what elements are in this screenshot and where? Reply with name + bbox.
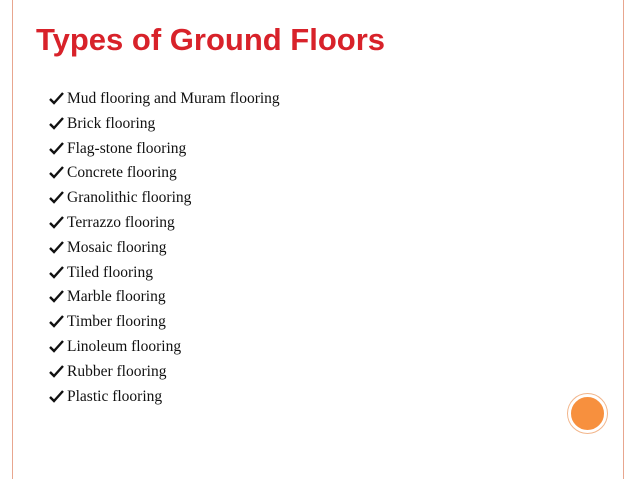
checkmark-arrow-icon [49,237,65,258]
list-item-text: Tiled flooring [67,263,153,281]
list-item-text: Timber flooring [67,313,166,331]
decorative-orange-circle [568,394,607,433]
checkmark-arrow-icon [49,361,65,382]
list-item [47,361,297,382]
checkmark-arrow-icon [49,262,65,283]
list-item [47,88,297,109]
checkmark-arrow-icon [49,386,65,407]
list-item [47,336,297,357]
list-item-text: Flag-stone flooring [67,139,187,157]
list-item [47,113,297,134]
list-item [47,187,297,208]
list-item-text: Brick flooring [67,114,156,132]
checkmark-arrow-icon [49,88,65,109]
checkmark-arrow-icon [49,162,65,183]
checkmark-arrow-icon [49,336,65,357]
list-item-text: Plastic flooring [67,387,163,405]
checkmark-arrow-icon [49,311,65,332]
checkmark-arrow-icon [49,187,65,208]
list-item [47,311,297,332]
list-item [47,212,297,233]
slide-title: Types of Ground Floors [36,22,386,57]
list-item-text: Linoleum flooring [67,337,182,355]
checkmark-arrow-icon [49,212,65,233]
checkmark-arrow-icon [49,286,65,307]
list-item [47,386,297,407]
list-item-text: Rubber flooring [67,362,167,380]
checkmark-arrow-icon [49,138,65,159]
flooring-type-list [47,88,297,410]
list-item [47,138,297,159]
list-item-text: Granolithic flooring [67,189,192,207]
list-item-text: Marble flooring [67,288,166,306]
list-item-text: Terrazzo flooring [67,213,175,231]
list-item-text: Mud flooring and Muram flooring [67,90,280,107]
list-item [47,162,297,183]
list-item [47,237,297,258]
list-item-text: Concrete flooring [67,164,177,182]
list-item [47,286,297,307]
list-item [47,262,297,283]
list-item-text: Mosaic flooring [67,238,167,256]
checkmark-arrow-icon [49,113,65,134]
